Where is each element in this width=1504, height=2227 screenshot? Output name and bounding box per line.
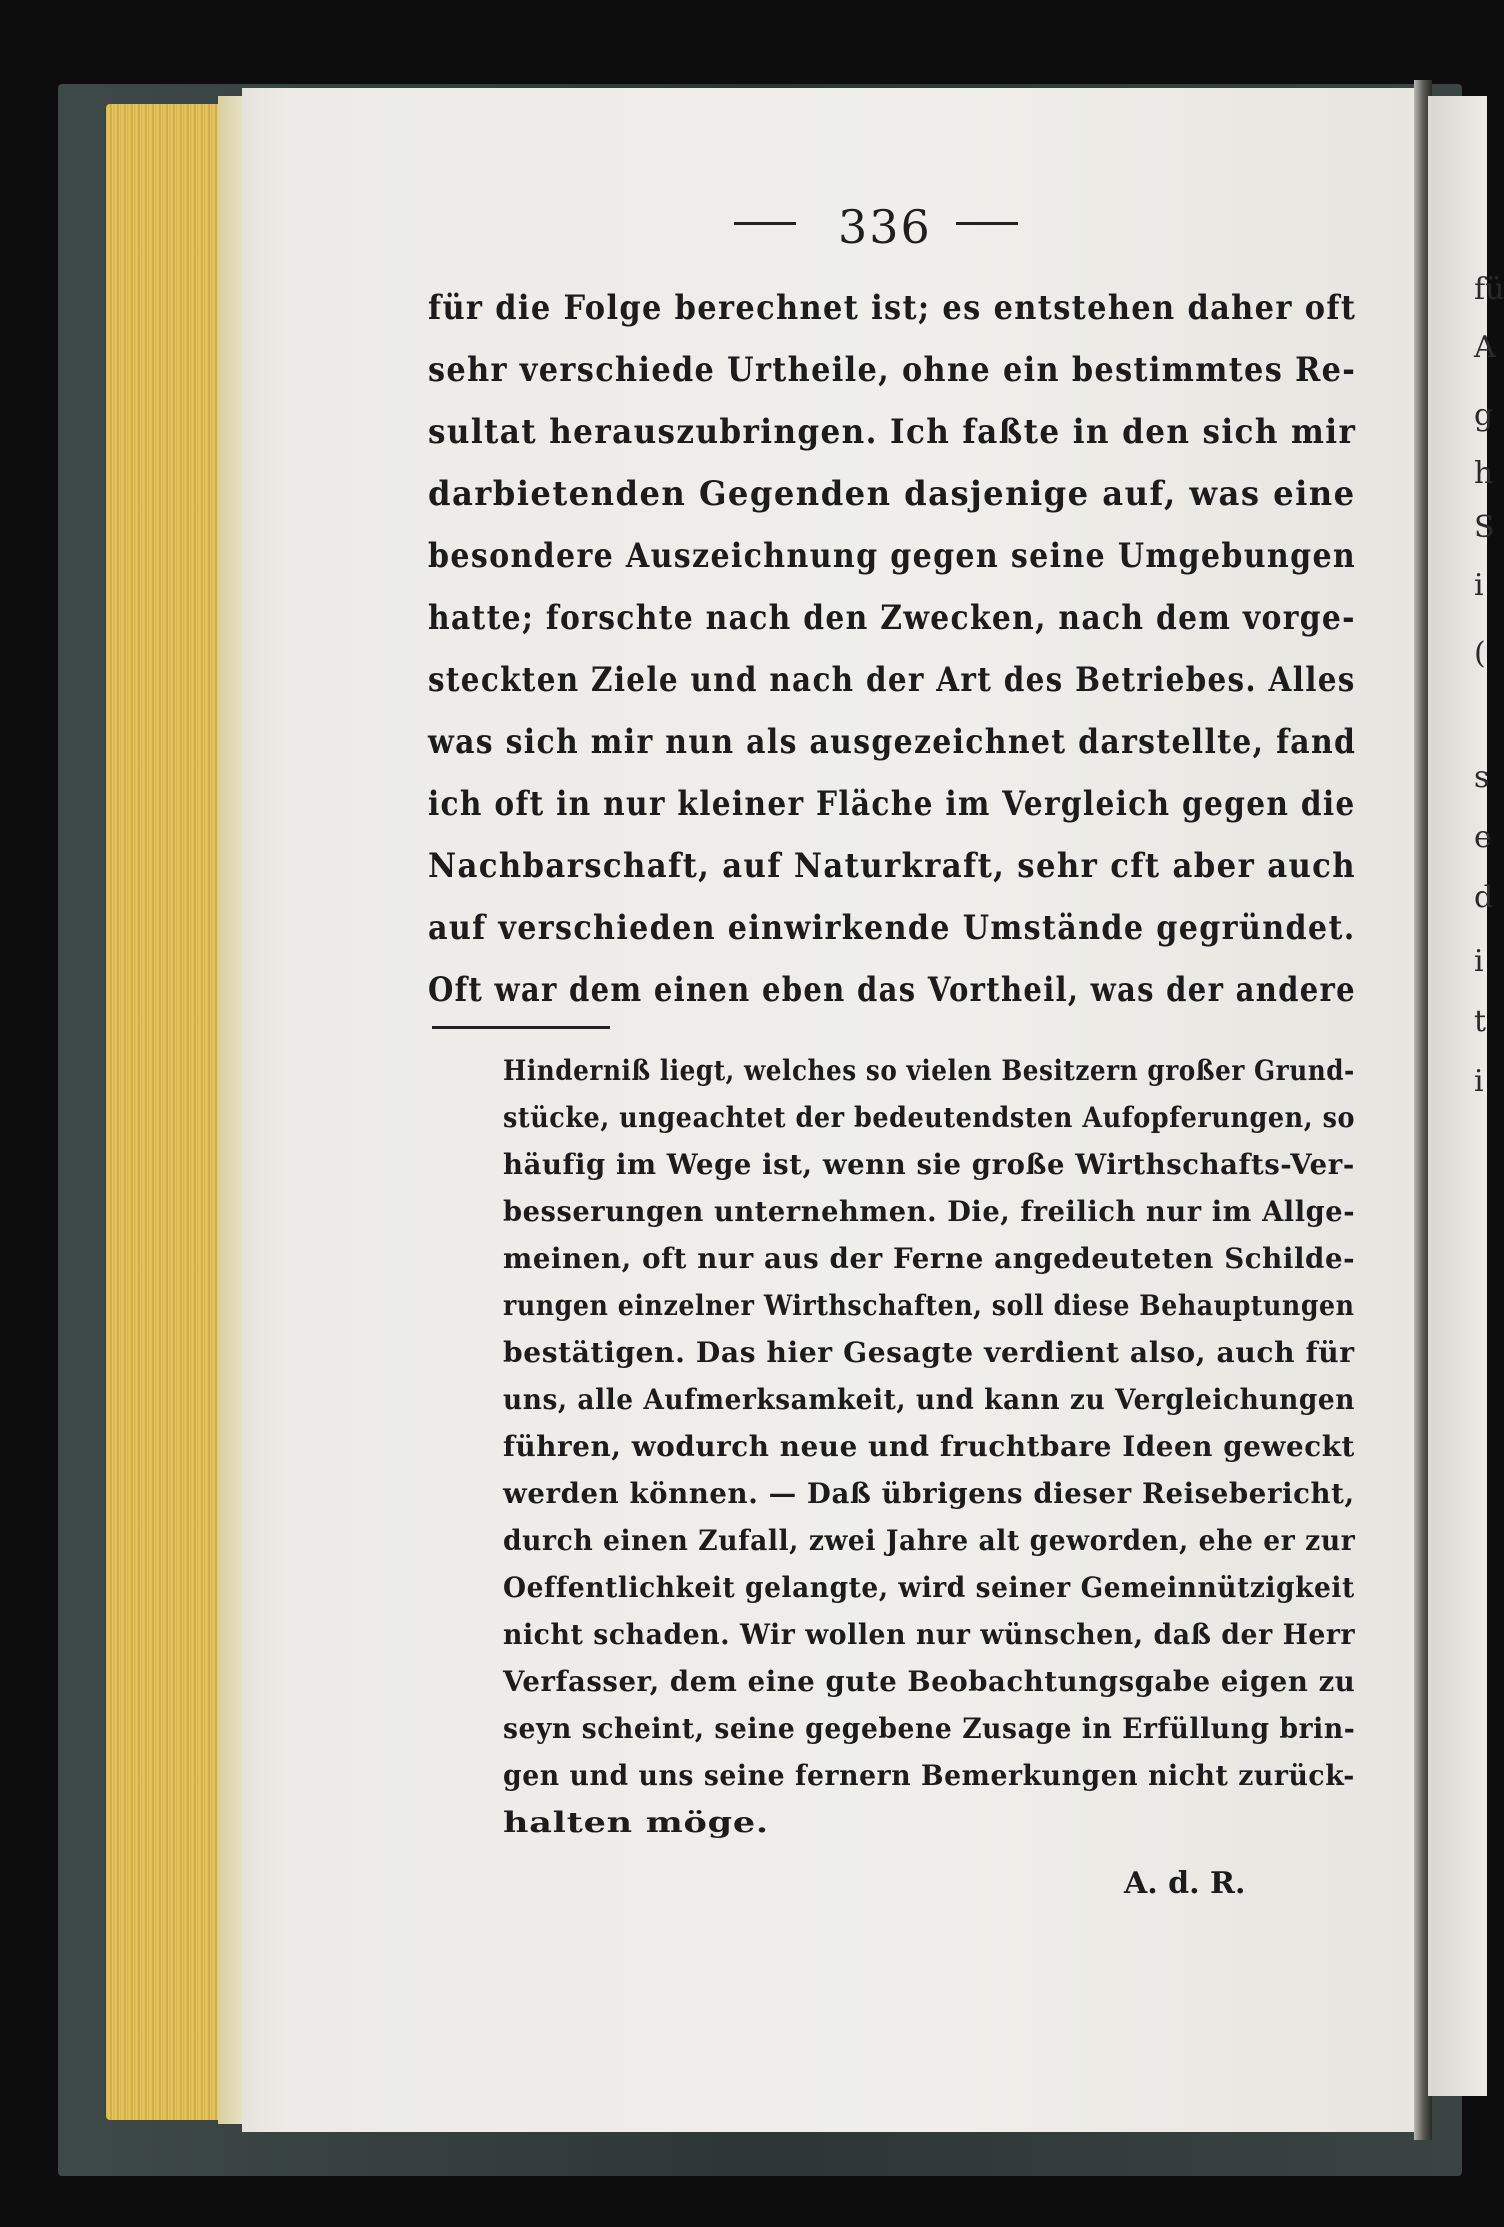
main-text-line: steckten Ziele und nach der Art des Betriebes. Alles — [428, 660, 1356, 700]
main-text-line: sultat herauszubringen. Ich faßte in den sich mir — [428, 412, 1357, 452]
footnote-line: werden können. — Daß übrigens dieser Reisebericht, — [503, 1477, 1355, 1510]
next-page-fragment: i — [1474, 1064, 1484, 1099]
footnote-line: halten möge. — [503, 1806, 769, 1839]
footnote-line: nicht schaden. Wir wollen nur wünschen, daß der Herr — [503, 1618, 1356, 1651]
footnote-line: Hinderniß liegt, welches so vielen Besitzern großer Grund- — [503, 1054, 1355, 1087]
next-page-fragment: t — [1474, 1004, 1487, 1039]
next-page-fragment: A — [1474, 330, 1496, 365]
next-page-fragment: ( — [1474, 636, 1486, 671]
footnote-line: besserungen unternehmen. Die, freilich nur im Allge- — [503, 1195, 1356, 1228]
footnote-line: meinen, oft nur aus der Ferne angedeuteten Schilde- — [503, 1242, 1356, 1275]
footnote-line: bestätigen. Das hier Gesagte verdient also, auch für — [503, 1336, 1355, 1369]
main-text-line: besondere Auszeichnung gegen seine Umgebungen — [428, 536, 1357, 576]
page-number-dash-right — [956, 222, 1018, 225]
footnote-line: führen, wodurch neue und fruchtbare Ideen geweckt — [503, 1430, 1355, 1463]
next-page-fragment: e — [1474, 820, 1492, 855]
next-page-fragment: S — [1474, 510, 1495, 545]
main-text-line: Nachbarschaft, auf Naturkraft, sehr cft aber auch — [428, 846, 1356, 886]
footnote-line: seyn scheint, seine gegebene Zusage in Erfüllung brin- — [503, 1712, 1356, 1745]
main-text-line: was sich mir nun als ausgezeichnet darstellte, fand — [428, 722, 1357, 762]
main-text-line: Oft war dem einen eben das Vortheil, was der andere — [428, 970, 1356, 1010]
main-text-line: hatte; forschte nach den Zwecken, nach dem vorge- — [428, 598, 1356, 638]
footnote-line: häufig im Wege ist, wenn sie große Wirthschafts-Ver- — [503, 1148, 1355, 1181]
footnote-line: stücke, ungeachtet der bedeutendsten Aufopferungen, so — [503, 1101, 1356, 1134]
page-number: 336 — [838, 200, 932, 254]
main-text-line: für die Folge berechnet ist; es entstehen daher oft — [428, 288, 1357, 328]
footnote-line: gen und uns seine fernern Bemerkungen nicht zurück- — [503, 1759, 1355, 1792]
next-page-fragment: d — [1474, 880, 1494, 915]
footnote-line: durch einen Zufall, zwei Jahre alt geworden, ehe er zur — [503, 1524, 1356, 1557]
footnote-line: rungen einzelner Wirthschaften, soll diese Behauptungen — [503, 1289, 1355, 1322]
main-text-line: ich oft in nur kleiner Fläche im Vergleich gegen die — [428, 784, 1356, 824]
next-page-fragment: h — [1474, 456, 1494, 491]
next-page-fragment: i — [1474, 944, 1484, 979]
next-page-fragment: i — [1474, 568, 1484, 603]
next-page-fragment: g — [1474, 398, 1494, 433]
footnote-signature: A. d. R. — [1124, 1866, 1246, 1901]
footnote-rule — [432, 1026, 610, 1029]
page-number-dash-left — [734, 222, 796, 225]
main-text-line: sehr verschiede Urtheile, ohne ein bestimmtes Re- — [428, 350, 1357, 390]
footnote-line: Oeffentlichkeit gelangte, wird seiner Gemeinnützigkeit — [503, 1571, 1355, 1604]
next-page-fragment: s — [1474, 760, 1490, 795]
next-page-fragment: fü — [1474, 272, 1504, 307]
main-text-line: auf verschieden einwirkende Umstände gegründet. — [428, 908, 1356, 948]
footnote-line: uns, alle Aufmerksamkeit, und kann zu Vergleichungen — [503, 1383, 1355, 1416]
footnote-line: Verfasser, dem eine gute Beobachtungsgabe eigen zu — [503, 1665, 1356, 1698]
main-text-line: darbietenden Gegenden dasjenige auf, was eine — [428, 474, 1356, 514]
